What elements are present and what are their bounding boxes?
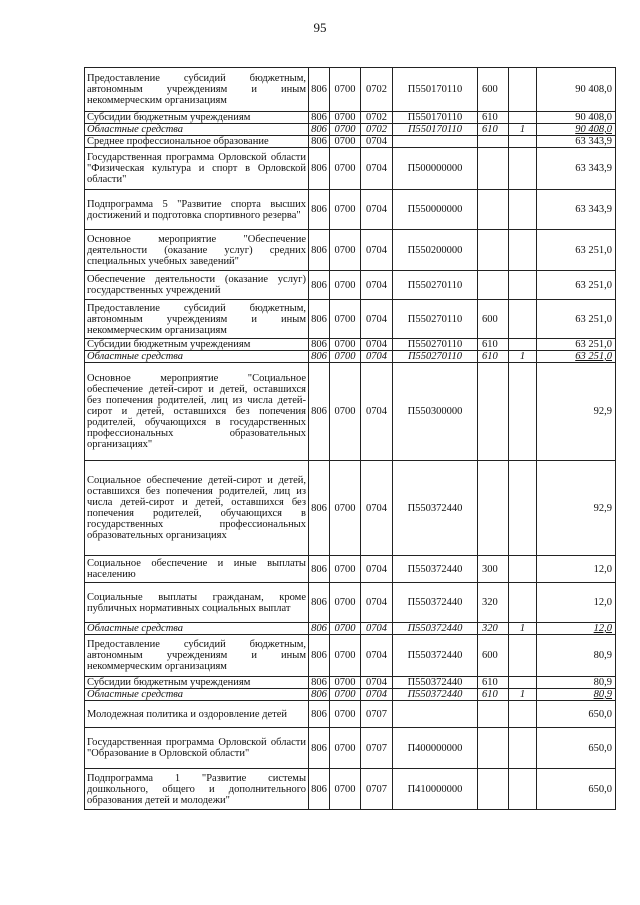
cell-src [509,271,537,300]
cell-src: 1 [509,351,537,363]
table-row [85,635,616,677]
cell-ved: 806 [309,623,330,635]
cell-pr: 0704 [361,271,393,300]
cell-vr: 610 [478,112,509,124]
cell-rz: 0700 [330,230,361,271]
cell-src [509,556,537,583]
cell-pr: 0702 [361,112,393,124]
cell-pr: 0704 [361,363,393,461]
cell-name: Субсидии бюджетным учреждениям [85,112,309,124]
cell-sum: 12,0 [537,556,616,583]
table-row [85,112,616,124]
cell-csr: П550372440 [393,623,478,635]
cell-vr [478,271,509,300]
cell-vr: 600 [478,68,509,112]
cell-vr: 320 [478,583,509,623]
cell-rz: 0700 [330,769,361,810]
table-row [85,623,616,635]
cell-ved: 806 [309,148,330,190]
cell-name: Социальное обеспечение и иные выплаты населению [85,556,309,583]
cell-vr [478,148,509,190]
table-row [85,300,616,339]
table-body [85,68,616,810]
table-row [85,136,616,148]
cell-src [509,728,537,769]
cell-src [509,190,537,230]
cell-sum: 92,9 [537,363,616,461]
table-row [85,556,616,583]
cell-pr: 0704 [361,148,393,190]
cell-name: Государственная программа Орловской области "Физическая культура и спорт в Орловской области" [85,148,309,190]
table-row [85,769,616,810]
cell-vr: 600 [478,635,509,677]
cell-name: Государственная программа Орловской области "Образование в Орловской области" [85,728,309,769]
cell-csr: П550000000 [393,190,478,230]
budget-table [84,67,616,810]
cell-rz: 0700 [330,635,361,677]
cell-rz: 0700 [330,190,361,230]
cell-src [509,769,537,810]
cell-sum: 90 408,0 [537,68,616,112]
cell-csr: П550270110 [393,339,478,351]
cell-pr: 0704 [361,556,393,583]
cell-name: Предоставление субсидий бюджетным, автономным учреждениям и иным некоммерческим организациям [85,635,309,677]
cell-ved: 806 [309,68,330,112]
cell-sum: 63 251,0 [537,351,616,363]
cell-rz: 0700 [330,339,361,351]
table-row [85,677,616,689]
cell-rz: 0700 [330,112,361,124]
cell-rz: 0700 [330,300,361,339]
cell-vr [478,701,509,728]
cell-src: 1 [509,623,537,635]
cell-pr: 0704 [361,190,393,230]
cell-sum: 650,0 [537,728,616,769]
cell-csr: П550170110 [393,68,478,112]
cell-vr [478,769,509,810]
cell-rz: 0700 [330,363,361,461]
cell-name: Молодежная политика и оздоровление детей [85,701,309,728]
cell-name: Областные средства [85,689,309,701]
page-number: 95 [313,20,327,35]
cell-ved: 806 [309,677,330,689]
cell-csr: П550170110 [393,112,478,124]
cell-src [509,68,537,112]
cell-csr [393,136,478,148]
cell-vr [478,363,509,461]
cell-src [509,677,537,689]
table-row [85,351,616,363]
cell-ved: 806 [309,769,330,810]
cell-name: Областные средства [85,351,309,363]
cell-ved: 806 [309,124,330,136]
cell-src [509,583,537,623]
cell-rz: 0700 [330,68,361,112]
cell-rz: 0700 [330,728,361,769]
cell-csr: П550200000 [393,230,478,271]
cell-rz: 0700 [330,124,361,136]
cell-sum: 650,0 [537,769,616,810]
cell-csr: П550372440 [393,556,478,583]
cell-sum: 90 408,0 [537,112,616,124]
cell-csr [393,701,478,728]
table-row [85,363,616,461]
cell-sum: 63 343,9 [537,148,616,190]
cell-sum: 63 251,0 [537,230,616,271]
table-row [85,583,616,623]
cell-pr: 0704 [361,623,393,635]
cell-ved: 806 [309,230,330,271]
cell-src [509,300,537,339]
cell-src [509,635,537,677]
cell-pr: 0704 [361,136,393,148]
cell-sum: 63 343,9 [537,190,616,230]
cell-src [509,136,537,148]
cell-name: Основное мероприятие "Социальное обеспечение детей-сирот и детей, оставшихся без попечения родителей, лиц из числа детей-сирот и детей, оставшихся без попечения родителей, обучающихся в государственных профессиональных образовательных организациях" [85,363,309,461]
table-row [85,701,616,728]
cell-pr: 0704 [361,461,393,556]
table-row [85,68,616,112]
cell-name: Обеспечение деятельности (оказание услуг) государственных учреждений [85,271,309,300]
cell-sum: 80,9 [537,689,616,701]
cell-pr: 0707 [361,728,393,769]
cell-sum: 63 251,0 [537,300,616,339]
cell-vr: 600 [478,300,509,339]
cell-vr [478,136,509,148]
cell-vr [478,230,509,271]
cell-src [509,339,537,351]
cell-csr: П550372440 [393,461,478,556]
cell-vr [478,461,509,556]
cell-vr [478,728,509,769]
table-row [85,689,616,701]
cell-vr: 610 [478,351,509,363]
cell-pr: 0704 [361,230,393,271]
cell-vr: 300 [478,556,509,583]
cell-src [509,363,537,461]
cell-name: Основное мероприятие "Обеспечение деятельности (оказание услуг) средних специальных учебных заведений" [85,230,309,271]
cell-src: 1 [509,124,537,136]
cell-vr: 320 [478,623,509,635]
cell-ved: 806 [309,701,330,728]
cell-vr: 610 [478,677,509,689]
cell-name: Социальные выплаты гражданам, кроме публичных нормативных социальных выплат [85,583,309,623]
cell-name: Среднее профессиональное образование [85,136,309,148]
table-row [85,124,616,136]
cell-rz: 0700 [330,351,361,363]
cell-vr [478,190,509,230]
cell-ved: 806 [309,271,330,300]
cell-csr: П550372440 [393,689,478,701]
cell-src [509,230,537,271]
cell-ved: 806 [309,583,330,623]
cell-csr: П550372440 [393,677,478,689]
cell-name: Предоставление субсидий бюджетным, автономным учреждениям и иным некоммерческим организациям [85,300,309,339]
table-row [85,339,616,351]
cell-rz: 0700 [330,556,361,583]
cell-ved: 806 [309,461,330,556]
cell-pr: 0702 [361,68,393,112]
cell-pr: 0704 [361,677,393,689]
cell-ved: 806 [309,136,330,148]
cell-ved: 806 [309,339,330,351]
cell-csr: П550300000 [393,363,478,461]
cell-rz: 0700 [330,461,361,556]
cell-sum: 63 343,9 [537,136,616,148]
cell-ved: 806 [309,728,330,769]
cell-sum: 80,9 [537,677,616,689]
cell-pr: 0704 [361,689,393,701]
cell-sum: 63 251,0 [537,339,616,351]
cell-src [509,112,537,124]
cell-csr: П550170110 [393,124,478,136]
cell-pr: 0707 [361,701,393,728]
cell-ved: 806 [309,635,330,677]
cell-src: 1 [509,689,537,701]
cell-sum: 12,0 [537,623,616,635]
cell-ved: 806 [309,112,330,124]
table-row [85,461,616,556]
cell-src [509,461,537,556]
cell-name: Областные средства [85,124,309,136]
cell-rz: 0700 [330,701,361,728]
cell-ved: 806 [309,363,330,461]
cell-rz: 0700 [330,689,361,701]
cell-sum: 92,9 [537,461,616,556]
cell-name: Предоставление субсидий бюджетным, автономным учреждениям и иным некоммерческим организациям [85,68,309,112]
cell-rz: 0700 [330,148,361,190]
cell-src [509,701,537,728]
cell-vr: 610 [478,339,509,351]
cell-rz: 0700 [330,583,361,623]
cell-sum: 80,9 [537,635,616,677]
cell-vr: 610 [478,689,509,701]
cell-name: Подпрограмма 1 "Развитие системы дошкольного, общего и дополнительного образования детей и молодежи" [85,769,309,810]
cell-ved: 806 [309,190,330,230]
cell-pr: 0702 [361,124,393,136]
cell-pr: 0707 [361,769,393,810]
cell-sum: 12,0 [537,583,616,623]
table-row [85,728,616,769]
cell-rz: 0700 [330,623,361,635]
cell-name: Субсидии бюджетным учреждениям [85,677,309,689]
cell-csr: П550270110 [393,300,478,339]
cell-ved: 806 [309,300,330,339]
table-row [85,190,616,230]
cell-csr: П550270110 [393,271,478,300]
cell-csr: П500000000 [393,148,478,190]
cell-csr: П550372440 [393,583,478,623]
cell-csr: П400000000 [393,728,478,769]
cell-rz: 0700 [330,136,361,148]
cell-name: Социальное обеспечение детей-сирот и детей, оставшихся без попечения родителей, лиц из числа детей-сирот и детей, оставшихся без попечения родителей, обучающихся в государственных профессиональных образовательных организациях [85,461,309,556]
cell-name: Субсидии бюджетным учреждениям [85,339,309,351]
cell-name: Подпрограмма 5 "Развитие спорта высших достижений и подготовка спортивного резерва" [85,190,309,230]
cell-pr: 0704 [361,339,393,351]
cell-csr: П550372440 [393,635,478,677]
cell-pr: 0704 [361,300,393,339]
cell-pr: 0704 [361,635,393,677]
cell-ved: 806 [309,689,330,701]
table-row [85,230,616,271]
cell-pr: 0704 [361,351,393,363]
cell-ved: 806 [309,351,330,363]
cell-rz: 0700 [330,271,361,300]
cell-sum: 90 408,0 [537,124,616,136]
cell-ved: 806 [309,556,330,583]
cell-csr: П410000000 [393,769,478,810]
cell-rz: 0700 [330,677,361,689]
cell-pr: 0704 [361,583,393,623]
cell-sum: 63 251,0 [537,271,616,300]
table-row [85,148,616,190]
cell-vr: 610 [478,124,509,136]
table-row [85,271,616,300]
cell-src [509,148,537,190]
cell-sum: 650,0 [537,701,616,728]
cell-name: Областные средства [85,623,309,635]
cell-csr: П550270110 [393,351,478,363]
